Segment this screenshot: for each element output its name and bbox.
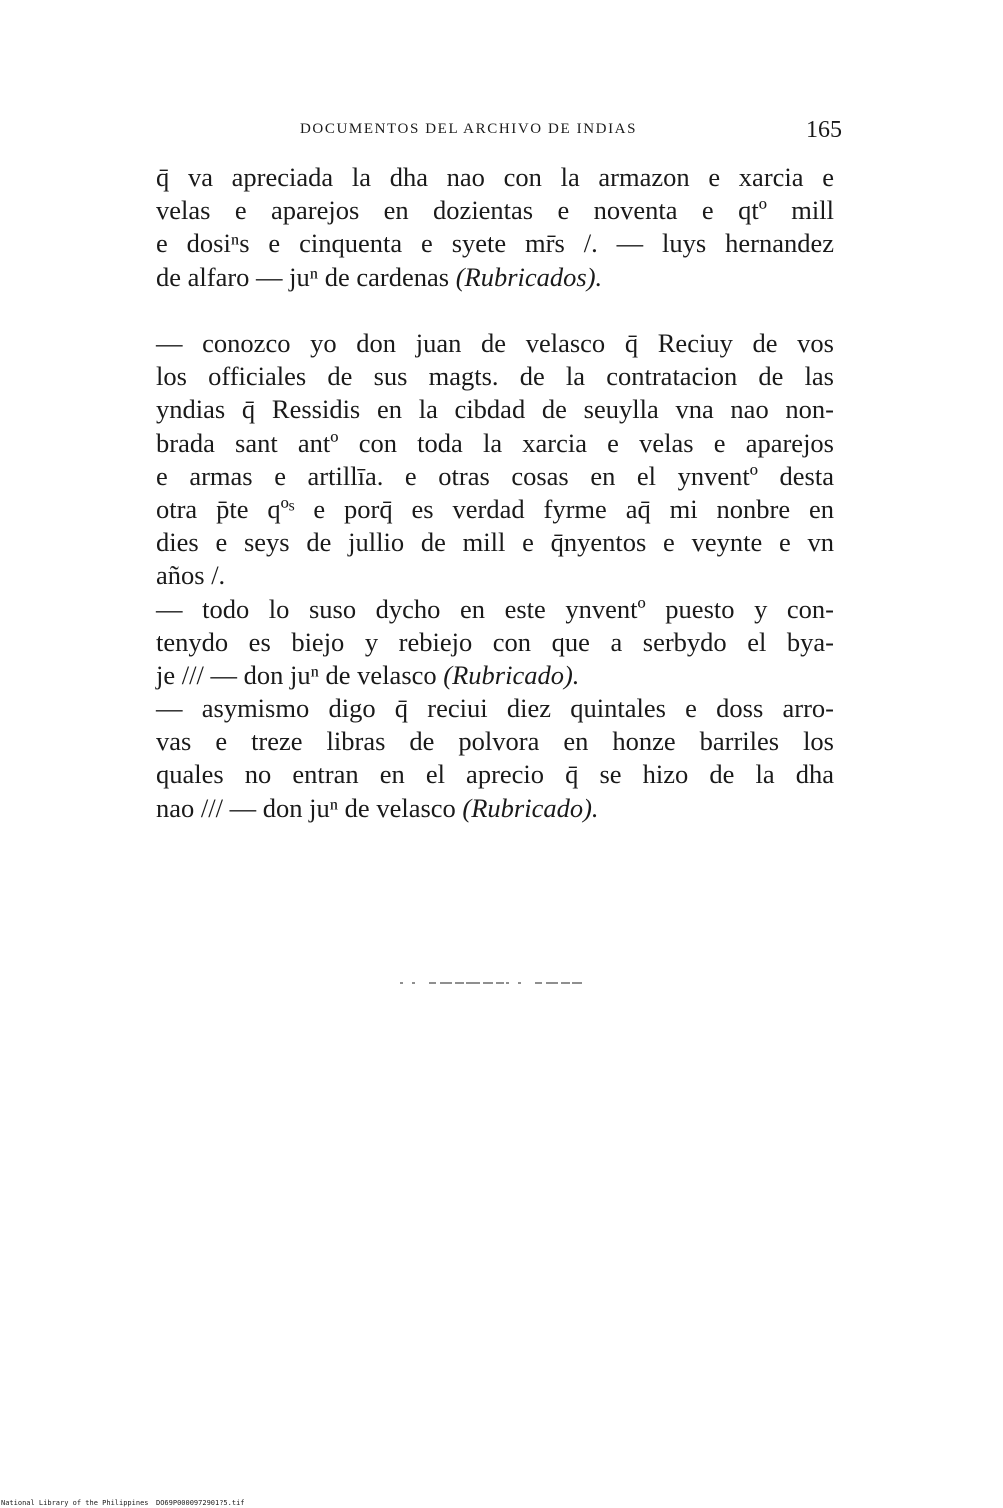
text-run: nao /// — don juⁿ de velasco: [156, 792, 463, 823]
text-line: tenydo es biejo y rebiejo con que a serbydo el bya-: [156, 627, 834, 658]
text-line: — asymismo digo q̄ reciui diez quintales e doss arro-: [156, 693, 834, 723]
text-line: [156, 659, 834, 692]
paragraph-valuation-signatures: [156, 161, 834, 294]
text-line: otra p̄te qºˢ e porq̄ es verdad fyrme aq̄ mi nonbre en: [156, 493, 834, 524]
text-line: años /.: [156, 560, 226, 591]
text-line: dies e seys de jullio de mill e q̄nyentos e veynte e vn: [156, 527, 834, 558]
text-line: [156, 261, 834, 294]
paragraph-gunpowder-receipt: [156, 692, 834, 825]
text-line: q̄ va apreciada la dha nao con la armazon e xarcia e: [156, 162, 834, 192]
section-end-rule: [400, 981, 582, 985]
scan-library-credit: National Library of the Philippines: [1, 1499, 149, 1507]
text-line: yndias q̄ Ressidis en la cibdad de seuylla vna nao non-: [156, 394, 834, 425]
page-number: 165: [806, 117, 842, 143]
text-line: — conozco yo don juan de velasco q̄ Reciuy de vos: [156, 328, 834, 358]
text-line: e dosiⁿs e cinquenta e syete mr̄s /. — luys hernandez: [156, 228, 834, 259]
text-line: brada sant antº con toda la xarcia e velas e aparejos: [156, 427, 834, 458]
paragraph-inventory-condition: [156, 593, 834, 693]
text-run: de alfaro — juⁿ de cardenas: [156, 261, 456, 292]
paragraph-receipt-declaration: [156, 327, 834, 593]
signature-note: (Rubricado).: [462, 792, 599, 823]
text-line: velas e aparejos en dozientas e noventa e qtº mill: [156, 195, 834, 226]
text-line: e armas e artillīa. e otras cosas en el ynventº desta: [156, 460, 834, 491]
text-line: quales no entran en el aprecio q̄ se hizo de la dha: [156, 759, 834, 790]
text-line: vas e treze libras de polvora en honze barriles los: [156, 726, 834, 757]
signature-note: (Rubricado).: [443, 660, 580, 691]
scan-file-id: DO69P0000972901?5.tif: [156, 1499, 245, 1507]
text-line: los officiales de sus magts. de la contratacion de las: [156, 361, 834, 392]
running-head: DOCUMENTOS DEL ARCHIVO DE INDIAS: [300, 121, 638, 137]
text-line: [156, 792, 834, 825]
signature-note: (Rubricados).: [455, 261, 603, 292]
text-line: — todo lo suso dycho en este ynventº puesto y con-: [156, 594, 834, 624]
text-run: je /// — don juⁿ de velasco: [156, 660, 444, 691]
